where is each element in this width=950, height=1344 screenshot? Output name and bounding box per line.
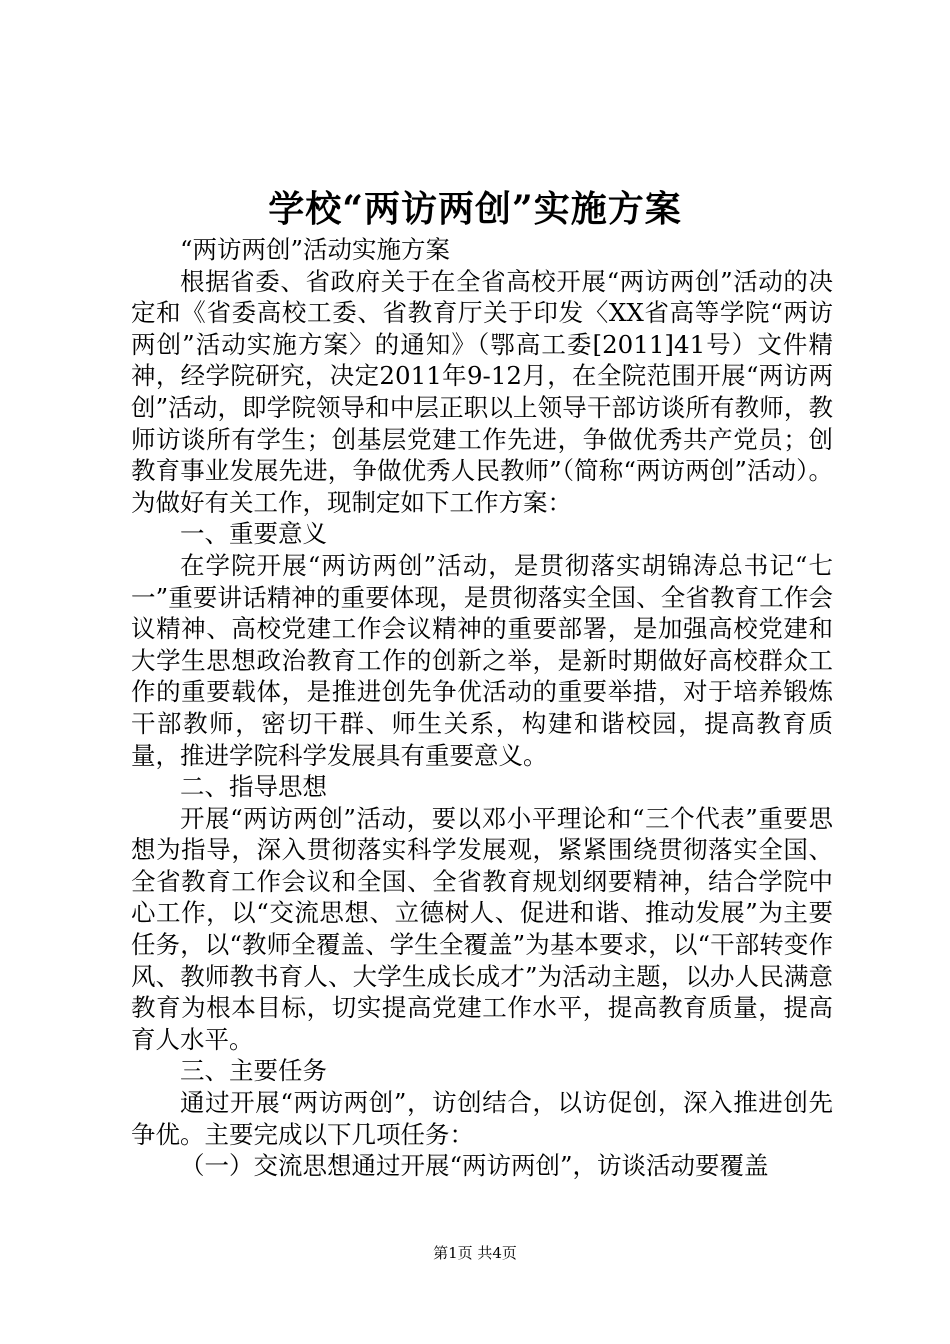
section-heading: 一、重要意义 bbox=[180, 519, 327, 549]
document-title: 学校“两访两创”实施方案 bbox=[268, 188, 682, 230]
page-number-footer: 第1页 共4页 bbox=[433, 1244, 517, 1262]
document-body bbox=[131, 234, 833, 1182]
body-paragraph: 开展“两访两创”活动，要以邓小平理论和“三个代表”重要思想为指导，深入贯彻落实科学发展观，紧紧围绕贯彻落实全国、全省教育工作会议和全国、全省教育规划纲要精神，结合学院中心工作，以“交流思想、立德树人、促进和谐、推动发展”为主要任务，以“教师全覆盖、学生全覆盖”为基本要求，以“干部转变作风、教师教书育人、大学生成长成才”为活动主题，以办人民满意教育为根本目标，切实提高党建工作水平，提高教育质量，提高育人水平。 bbox=[131, 803, 833, 1054]
body-paragraph: 通过开展“两访两创”，访创结合，以访促创，深入推进创先争优。主要完成以下几项任务： bbox=[131, 1088, 833, 1149]
intro-paragraph: 根据省委、省政府关于在全省高校开展“两访两创”活动的决定和《省委高校工委、省教育厅关于印发〈XX省高等学院“两访两创”活动实施方案〉的通知》（鄂高工委[2011]41号）文件精神，经学院研究，决定2011年9-12月，在全院范围开展“两访两创”活动，即学院领导和中层正职以上领导干部访谈所有教师，教师访谈所有学生；创基层党建工作先进，争做优秀共产党员；创教育事业发展先进，争做优秀人民教师”（简称“两访两创”活动）。为做好有关工作，现制定如下工作方案： bbox=[131, 266, 833, 517]
subtitle-paragraph: “两访两创”活动实施方案 bbox=[180, 235, 451, 264]
body-paragraph: （一）交流思想通过开展“两访两创”，访谈活动要覆盖 bbox=[180, 1151, 769, 1181]
body-paragraph: 在学院开展“两访两创”活动，是贯彻落实胡锦涛总书记“七一”重要讲话精神的重要体现，是贯彻落实全国、全省教育工作会议精神、高校党建工作会议精神的重要部署，是加强高校党建和大学生思想政治教育工作的创新之举，是新时期做好高校群众工作的重要载体，是推进创先争优活动的重要举措，对于培养锻炼干部教师，密切干群、师生关系，构建和谐校园，提高教育质量，推进学院科学发展具有重要意义。 bbox=[131, 550, 833, 770]
section-heading: 二、指导思想 bbox=[180, 772, 327, 802]
section-heading: 三、主要任务 bbox=[180, 1056, 327, 1086]
